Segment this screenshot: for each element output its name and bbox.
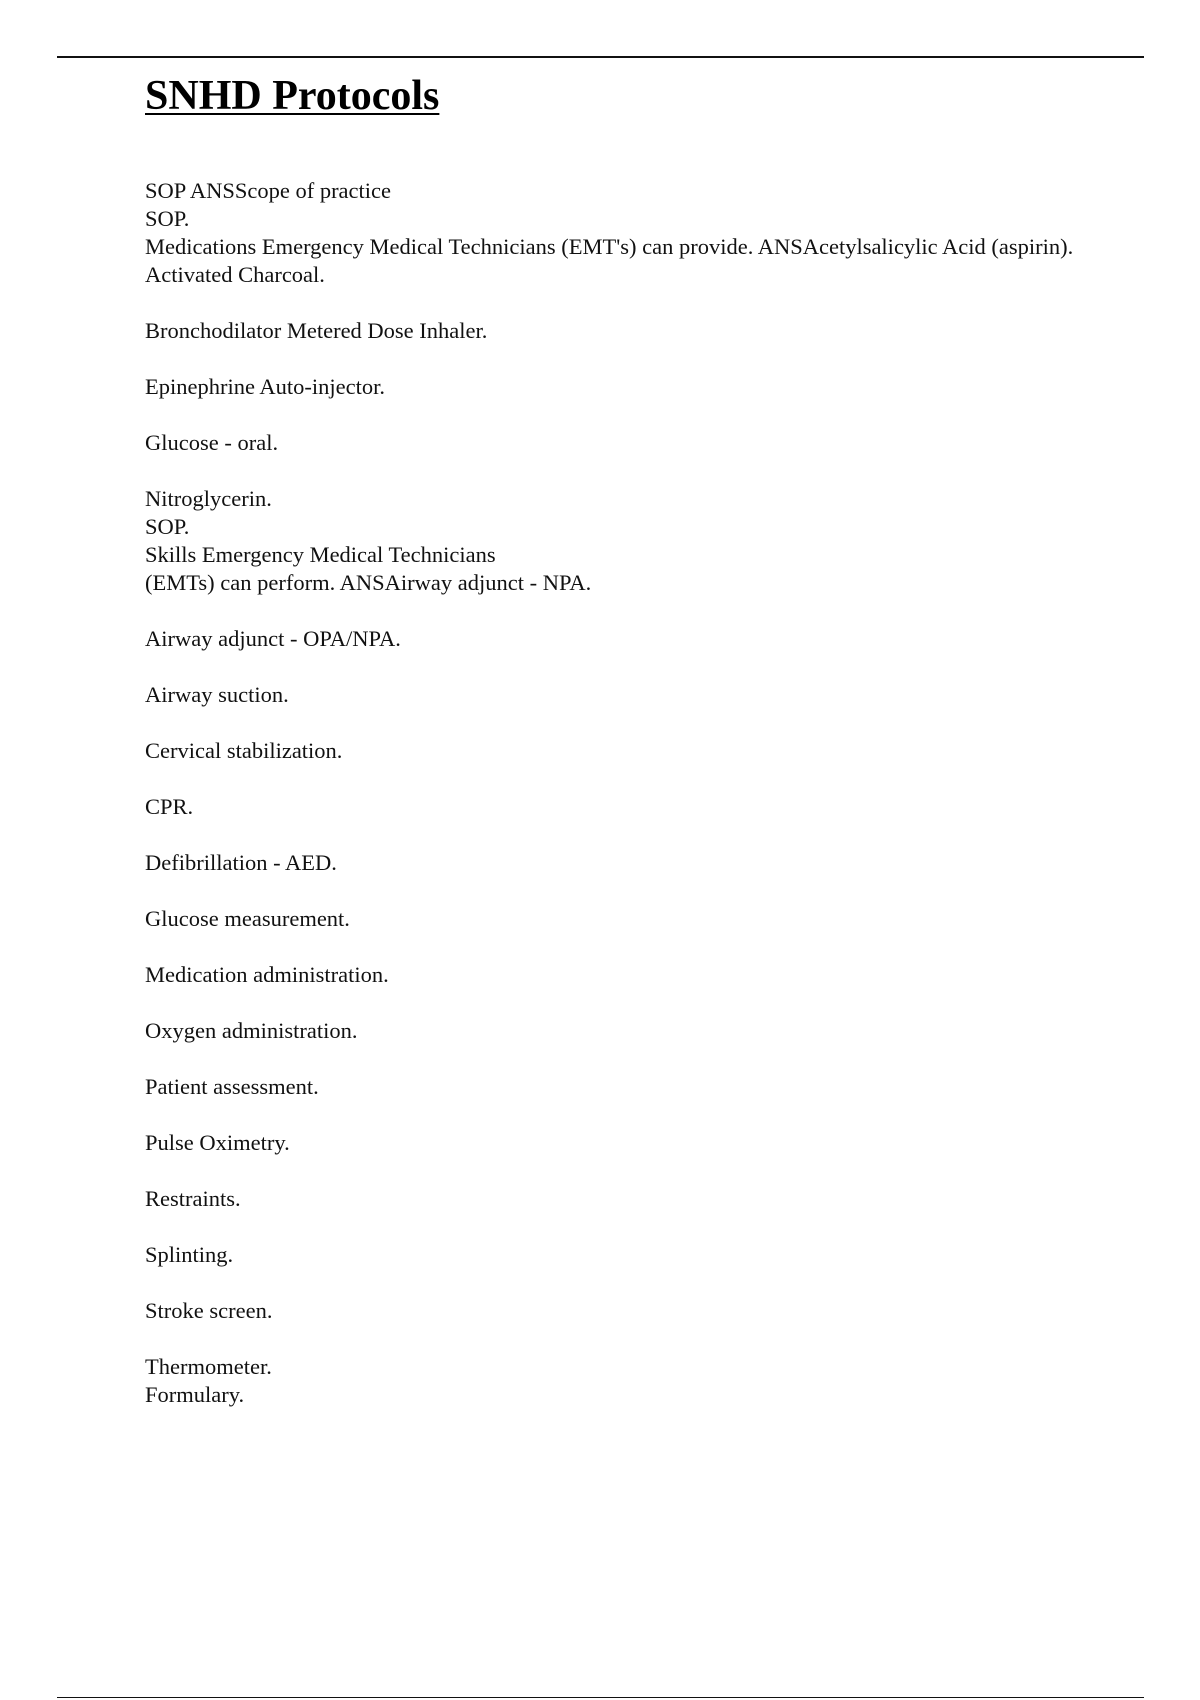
text-line: Cervical stabilization. — [145, 738, 343, 763]
text-line: Patient assessment. — [145, 1074, 319, 1099]
text-line: Airway suction. — [145, 682, 289, 707]
document-title: SNHD Protocols — [145, 73, 440, 119]
text-line: Medications Emergency Medical Technicians (EMT's) can provide. ANSAcetylsalicylic Acid (aspirin). — [145, 234, 1074, 259]
text-line: Medication administration. — [145, 962, 389, 987]
text-line: Restraints. — [145, 1186, 241, 1211]
text-line: Formulary. — [145, 1382, 245, 1407]
paragraph-gap — [145, 877, 1085, 905]
text-line: Bronchodilator Metered Dose Inhaler. — [145, 318, 488, 343]
paragraph-gap — [145, 1325, 1085, 1353]
paragraph-gap — [145, 1101, 1085, 1129]
paragraph-gap — [145, 1269, 1085, 1297]
text-line: SOP. — [145, 206, 190, 231]
text-line: SOP. — [145, 514, 190, 539]
text-line: Nitroglycerin. — [145, 486, 272, 511]
bottom-rule — [57, 1697, 1144, 1698]
text-line: (EMTs) can perform. ANSAirway adjunct - NPA. — [145, 570, 592, 595]
text-line: Glucose measurement. — [145, 906, 350, 931]
text-line: CPR. — [145, 794, 194, 819]
paragraph-gap — [145, 765, 1085, 793]
text-line: Airway adjunct - OPA/NPA. — [145, 626, 401, 651]
paragraph-gap — [145, 345, 1085, 373]
paragraph-gap — [145, 709, 1085, 737]
paragraph-gap — [145, 289, 1085, 317]
text-line: Oxygen administration. — [145, 1018, 358, 1043]
paragraph-gap — [145, 401, 1085, 429]
document-body — [145, 177, 1085, 1409]
paragraph-gap — [145, 1045, 1085, 1073]
text-line: Epinephrine Auto-injector. — [145, 374, 385, 399]
paragraph-gap — [145, 821, 1085, 849]
text-line: Glucose - oral. — [145, 430, 279, 455]
paragraph-gap — [145, 457, 1085, 485]
text-line: SOP ANSScope of practice — [145, 178, 392, 203]
text-line: Activated Charcoal. — [145, 262, 325, 287]
text-line: Thermometer. — [145, 1354, 272, 1379]
text-line: Splinting. — [145, 1242, 234, 1267]
paragraph-gap — [145, 933, 1085, 961]
paragraph-gap — [145, 1157, 1085, 1185]
document-page — [145, 66, 1085, 1409]
paragraph-gap — [145, 653, 1085, 681]
text-line: Pulse Oximetry. — [145, 1130, 290, 1155]
top-rule — [57, 56, 1144, 58]
paragraph-gap — [145, 1213, 1085, 1241]
text-line: Stroke screen. — [145, 1298, 273, 1323]
text-line: Skills Emergency Medical Technicians — [145, 542, 496, 567]
text-line: Defibrillation - AED. — [145, 850, 337, 875]
paragraph-gap — [145, 989, 1085, 1017]
paragraph-gap — [145, 597, 1085, 625]
